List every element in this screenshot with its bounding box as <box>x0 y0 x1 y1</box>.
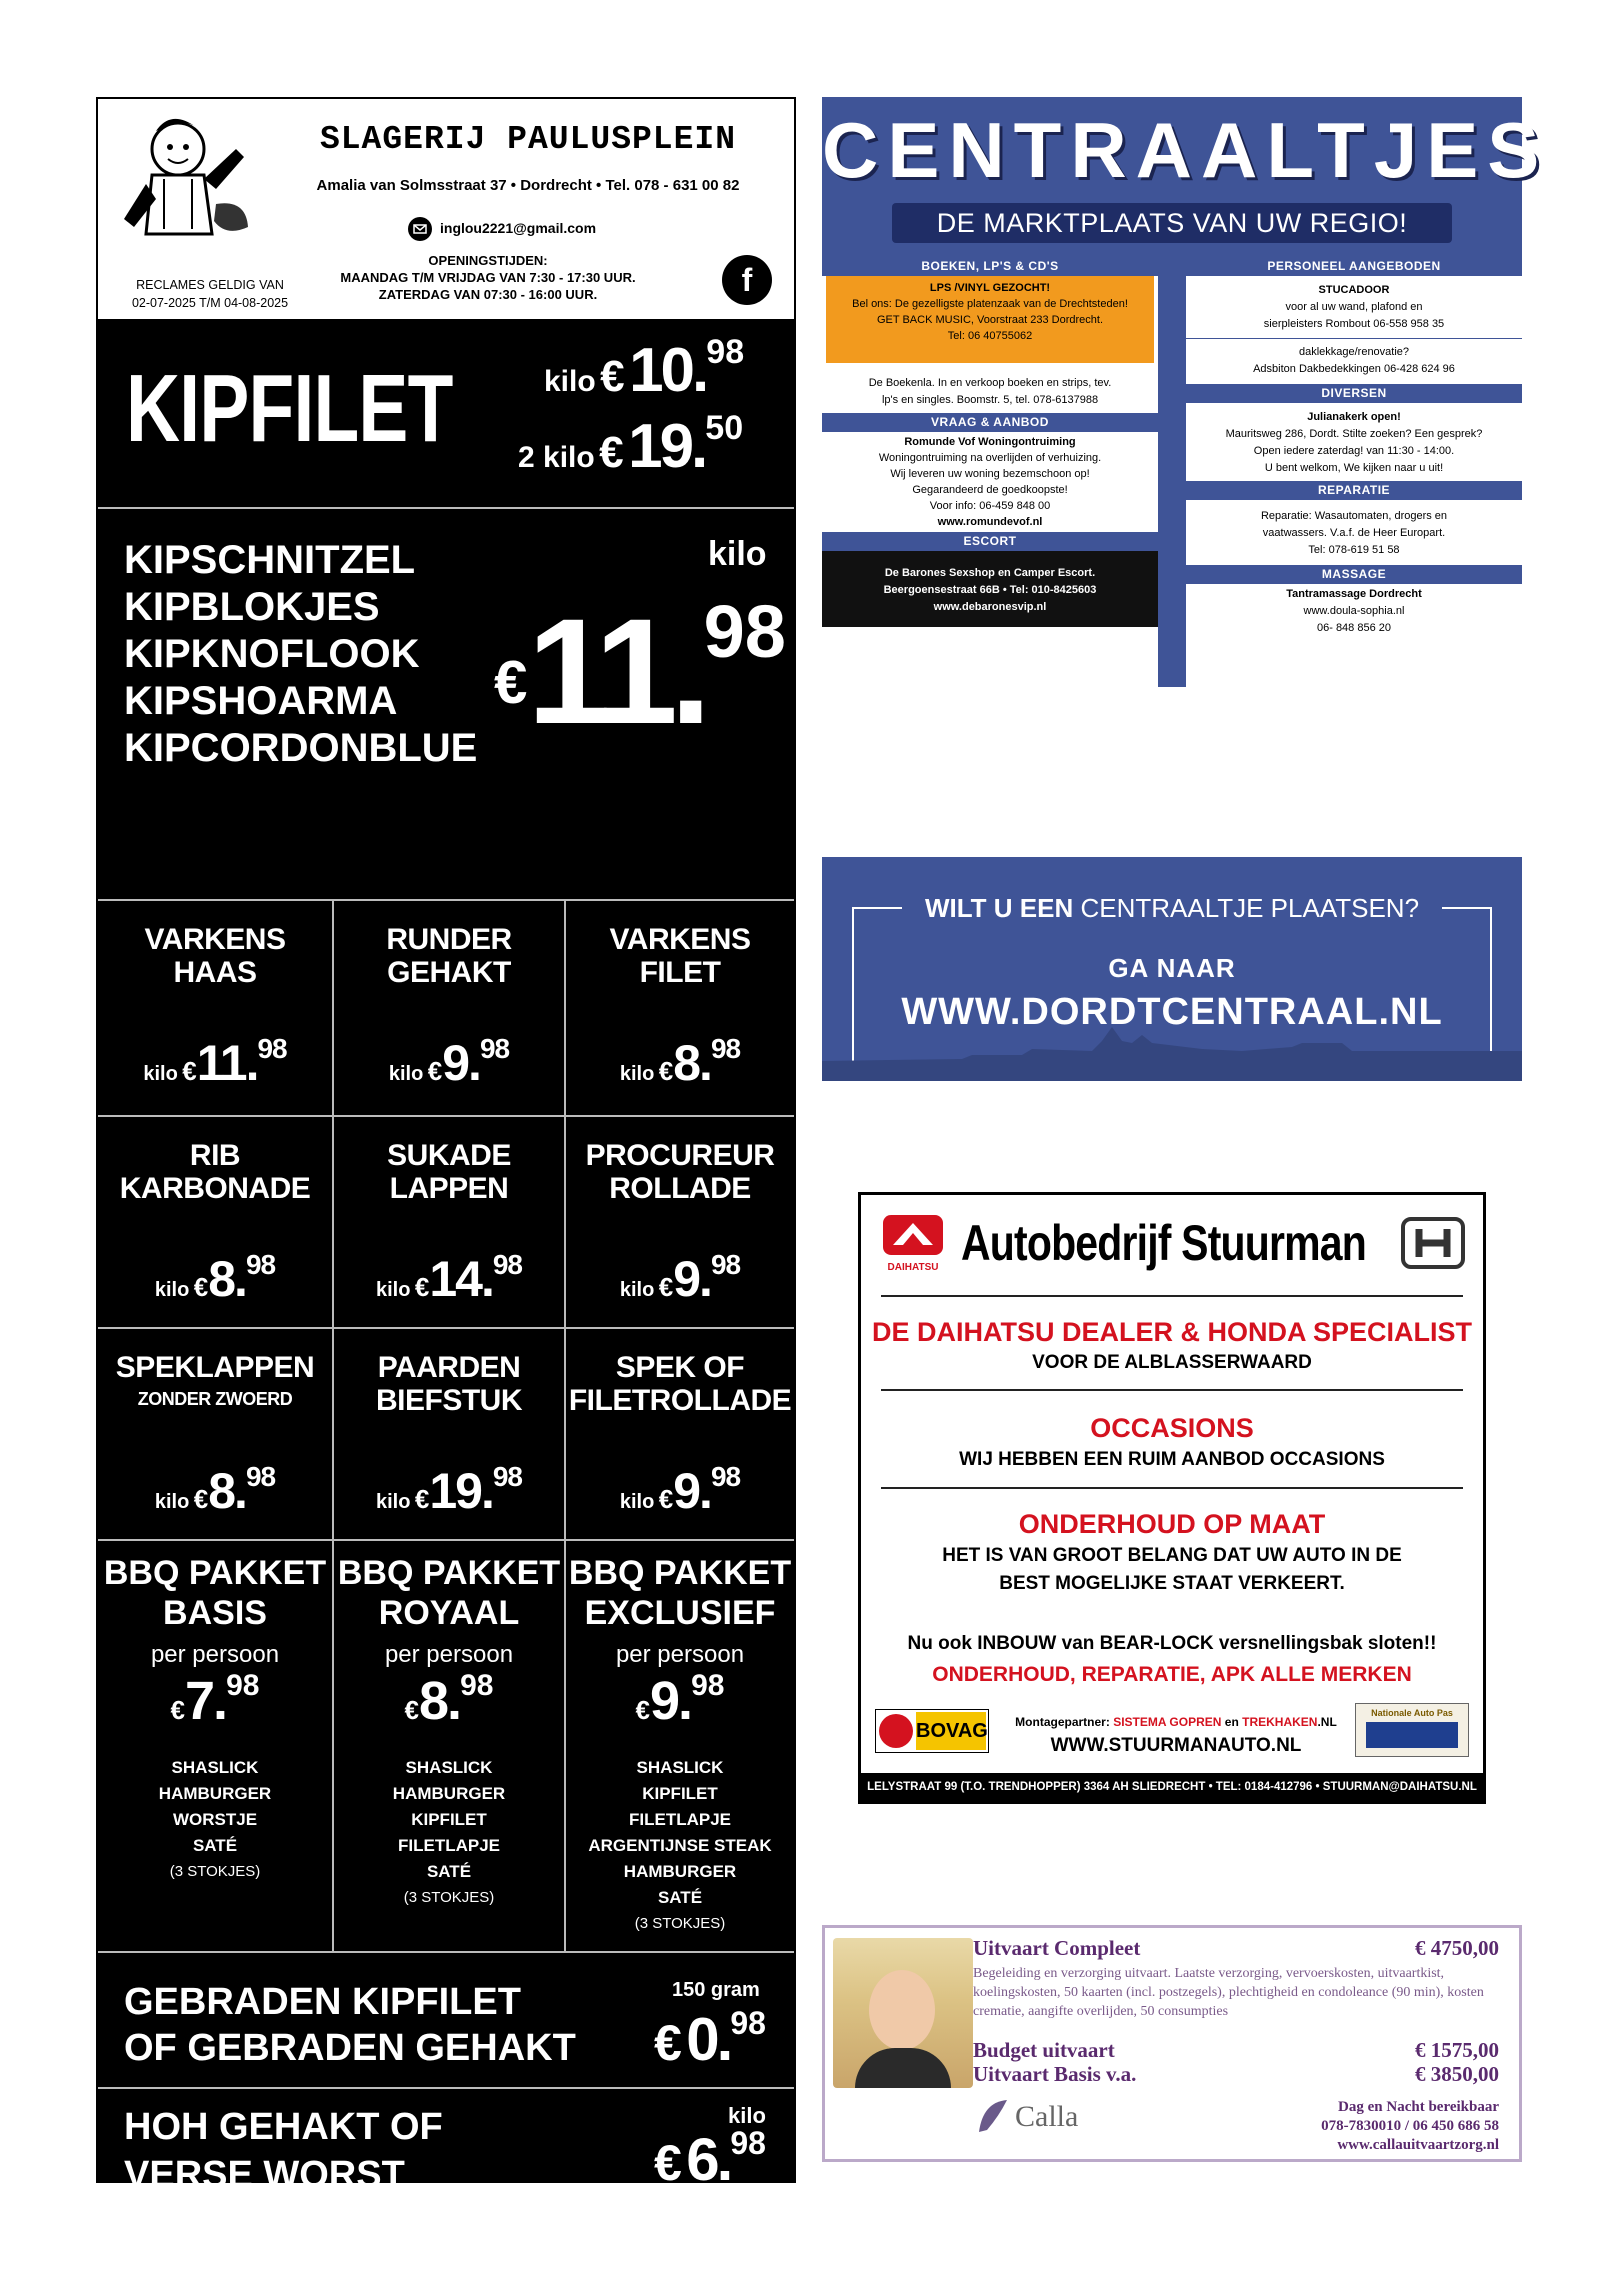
price-main: 7. <box>185 1671 227 1731</box>
portrait-photo <box>833 1938 973 2088</box>
product-price <box>566 1033 794 1092</box>
hoh-unit: kilo <box>728 2103 766 2128</box>
bbq-title-line2: ROYAAL <box>378 1594 520 1632</box>
package-basis-title: Uitvaart Basis v.a. <box>973 2062 1137 2086</box>
listing-reparatie <box>1186 500 1522 565</box>
bbq-items <box>98 1755 332 1885</box>
nap-logo <box>1355 1703 1469 1757</box>
price-cents: 50 <box>705 409 744 447</box>
product-name-line1: PROCUREUR <box>585 1139 775 1172</box>
cta-url[interactable]: WWW.DORDTCENTRAAL.NL <box>901 991 1443 1033</box>
listing-text: De Boekenla. In en verkoop boeken en strips, tev. <box>868 377 1112 389</box>
listing-text: lp's en singles. Boomstr. 5, tel. 078-6137988 <box>881 394 1099 406</box>
product-name-line2: ZONDER ZWOERD <box>137 1389 293 1409</box>
product-name: KIPCORDONBLUE <box>124 726 478 770</box>
footer-address: LELYSTRAAT 99 (T.O. TRENDHOPPER) 3364 AH SLIEDRECHT • TEL: 0184-412796 • STUURMAN@DAIHATSU.NL <box>861 1773 1483 1801</box>
montage-label: Montagepartner: <box>1015 1715 1110 1729</box>
shop-email[interactable]: inglou2221@gmail.com <box>440 220 597 236</box>
calla-logo-text: Calla <box>1015 2100 1079 2133</box>
listing-text: GET BACK MUSIC, Voorstraat 233 Dordrecht. <box>877 314 1103 326</box>
bbq-item: ARGENTIJNSE STEAK <box>588 1836 772 1855</box>
product-name-line1: SUKADE <box>387 1139 511 1172</box>
price-main: 8. <box>208 1251 246 1307</box>
listing-text: Voor info: 06-459 848 00 <box>929 500 1051 512</box>
contact-website[interactable]: www.callauitvaartzorg.nl <box>1337 2137 1499 2153</box>
product-cell <box>334 901 564 1113</box>
valid-period <box>112 276 308 312</box>
cta-question-rest: CENTRAALTJE PLAATSEN? <box>1080 893 1420 923</box>
listing-stucadoor <box>1186 276 1522 380</box>
price-cents: 98 <box>706 333 745 371</box>
price-unit: kilo <box>154 1279 190 1301</box>
hoh-price <box>654 2125 766 2194</box>
category-header: BOEKEN, LP'S & CD'S <box>822 257 1158 276</box>
onderhoud-sub-1: HET IS VAN GROOT BELANG DAT UW AUTO IN DE <box>942 1545 1402 1566</box>
cta-goto: GA NAAR <box>1108 953 1236 983</box>
listing-text: sierpleisters Rombout 06-558 958 35 <box>1263 318 1445 330</box>
package-budget-title: Budget uitvaart <box>973 2038 1115 2062</box>
listing-text: 06- 848 856 20 <box>1316 622 1391 634</box>
price-cents: 98 <box>730 2125 766 2161</box>
bovag-text: BOVAG <box>916 1712 986 1750</box>
divider <box>98 1951 794 1953</box>
divider <box>98 507 794 509</box>
hours-title: OPENINGSTIJDEN: <box>428 253 548 268</box>
hours-weekdays: MAANDAG T/M VRIJDAG VAN 7:30 - 17:30 UUR. <box>340 270 636 285</box>
product-name-line2: GEHAKT <box>387 956 511 989</box>
kipschnitzel-price <box>494 587 786 755</box>
listing-text: Tantramassage Dordrecht <box>1286 588 1422 600</box>
bbq-price <box>566 1669 794 1732</box>
listing-text: Open iedere zaterdag! van 11:30 - 14:00. <box>1253 445 1455 457</box>
price-unit: kilo <box>619 1491 655 1513</box>
listing-romunde <box>822 432 1158 532</box>
montage-suffix: .NL <box>1317 1715 1337 1729</box>
divider <box>881 1487 1463 1489</box>
bbq-per-person: per persoon <box>150 1641 280 1668</box>
price-cents: 98 <box>730 2005 766 2041</box>
euro-sign: € <box>170 1695 186 1725</box>
bbq-price <box>334 1669 564 1732</box>
price-unit: kilo <box>154 1491 190 1513</box>
company-name: Autobedrijf Stuurman <box>961 1215 1366 1271</box>
category-header: MASSAGE <box>1186 565 1522 584</box>
bearlock-text: Nu ook INBOUW van BEAR-LOCK versnellingsbak sloten!! <box>907 1633 1437 1654</box>
bbq-title-line1: BBQ PAKKET <box>568 1554 792 1592</box>
product-name-line1: SPEK OF <box>615 1351 745 1384</box>
category-header: REPARATIE <box>1186 481 1522 500</box>
euro-sign: € <box>182 1056 197 1086</box>
product-cell <box>98 1329 332 1541</box>
listing-text: www.romundevof.nl <box>937 516 1043 528</box>
price-main: 8. <box>419 1671 461 1731</box>
price-cents: 98 <box>479 1033 510 1064</box>
product-name <box>98 923 332 989</box>
product-name <box>98 1139 332 1205</box>
product-price <box>98 1033 332 1092</box>
euro-sign: € <box>654 2015 682 2071</box>
listing-escort <box>822 551 1158 627</box>
product-name-line2: HAAS <box>173 956 257 989</box>
shop-name: SLAGERIJ PAULUSPLEIN <box>319 121 737 158</box>
highlight-listing <box>826 276 1154 363</box>
price-main: 8. <box>208 1463 246 1519</box>
bbq-title <box>566 1553 794 1633</box>
listing-text: LPS /VINYL GEZOCHT! <box>929 282 1051 294</box>
calla-logo <box>973 2096 1013 2141</box>
bbq-item: KIPFILET <box>411 1810 487 1829</box>
dordrecht-skyline-icon <box>822 1021 1522 1081</box>
contact-info <box>1321 2098 1499 2155</box>
product-cell <box>566 901 794 1113</box>
price-unit: kilo <box>619 1063 655 1085</box>
occasions-sub: WIJ HEBBEN EEN RUIM AANBOD OCCASIONS <box>959 1449 1385 1470</box>
butcher-mascot-illustration <box>116 109 256 244</box>
product-name <box>334 1351 564 1417</box>
product-cell <box>98 901 332 1113</box>
price-main: 9. <box>650 1671 692 1731</box>
divider <box>881 1295 1463 1297</box>
bbq-price <box>98 1669 332 1732</box>
price-cents: 98 <box>691 1669 725 1702</box>
kipschnitzel-list <box>124 537 477 772</box>
hours-saturday: ZATERDAG VAN 07:30 - 16:00 UUR. <box>378 287 598 302</box>
dealer-heading: DE DAIHATSU DEALER & HONDA SPECIALIST <box>871 1317 1473 1347</box>
product-name-line1: PAARDEN <box>377 1351 521 1384</box>
listing-text: Tel: 078-619 51 58 <box>1308 544 1400 556</box>
bbq-item: SHASLICK <box>636 1758 724 1777</box>
cta-question-bold: WILT U EEN <box>924 893 1074 923</box>
gebraden-price <box>654 2005 766 2074</box>
price-unit: kilo <box>619 1279 655 1301</box>
bbq-package <box>98 1541 332 1951</box>
listing-text: Gegarandeerd de goedkoopste! <box>912 484 1068 496</box>
bbq-title-line1: BBQ PAKKET <box>103 1554 327 1592</box>
listing-text: Julianakerk open! <box>1307 411 1401 423</box>
price-unit: kilo <box>143 1063 178 1085</box>
price-unit: 2 kilo <box>518 441 595 474</box>
category-header: VRAAG & AANBOD <box>822 413 1158 432</box>
listing-text: vaatwassers. V.a.f. de Heer Europart. <box>1262 527 1446 539</box>
price-main: 10. <box>629 336 707 405</box>
package-basis-price: € 3850,00 <box>1415 2062 1499 2086</box>
centraaltjes-title: CENTRAALTJES <box>822 106 1549 194</box>
euro-sign: € <box>658 1056 674 1086</box>
divider <box>98 2087 794 2089</box>
price-cents: 98 <box>460 1669 494 1702</box>
montage-partner-2: TREKHAKEN <box>1242 1715 1318 1729</box>
category-header: PERSONEEL AANGEBODEN <box>1186 257 1522 276</box>
bbq-per-person: per persoon <box>384 1641 514 1668</box>
price-main: 8. <box>673 1035 711 1091</box>
price-cents: 98 <box>703 590 786 673</box>
product-name <box>566 923 794 989</box>
bbq-items <box>334 1755 564 1911</box>
product-name: OF GEBRADEN GEHAKT <box>124 2027 576 2069</box>
price-unit: kilo <box>375 1491 411 1513</box>
price-main: 11. <box>527 587 704 755</box>
bbq-item: SATÉ <box>426 1862 472 1881</box>
product-cell <box>98 1117 332 1329</box>
product-name: VERSE WORST <box>124 2154 405 2196</box>
price-main: 6. <box>686 2126 731 2193</box>
bbq-title-line1: BBQ PAKKET <box>337 1554 561 1592</box>
price-cents: 98 <box>710 1033 741 1064</box>
website[interactable]: WWW.STUURMANAUTO.NL <box>1050 1735 1302 1756</box>
product-name-line1: VARKENS <box>144 923 286 956</box>
product-name: KIPKNOFLOOK <box>124 632 420 676</box>
product-name-line1: VARKENS <box>609 923 751 956</box>
product-name-line2: FILETROLLADE <box>568 1384 792 1417</box>
calla-ad <box>822 1925 1522 2162</box>
bbq-item: HAMBURGER <box>392 1784 506 1803</box>
euro-sign: € <box>635 1695 651 1725</box>
package-compleet-title: Uitvaart Compleet <box>973 1936 1141 1960</box>
euro-sign: € <box>414 1484 430 1514</box>
daihatsu-logo <box>881 1213 945 1273</box>
price-unit: kilo <box>388 1063 424 1085</box>
listing-text: Bel ons: De gezelligste platenzaak van de Drechtsteden! <box>852 298 1128 310</box>
montage-partner <box>1011 1715 1341 1729</box>
facebook-icon[interactable]: f <box>722 255 772 305</box>
euro-sign: € <box>658 1272 674 1302</box>
product-name: KIPSCHNITZEL <box>124 538 416 582</box>
listing-text: www.debaronesvip.nl <box>933 601 1047 613</box>
onderhoud-heading: ONDERHOUD OP MAAT <box>1018 1509 1326 1539</box>
classifieds-right-column <box>1186 257 1522 857</box>
package-budget-price: € 1575,00 <box>1415 2038 1499 2062</box>
contact-phone: 078-7830010 / 06 450 686 58 <box>1321 2118 1499 2134</box>
listing-text: Reparatie: Wasautomaten, drogers en <box>1260 510 1448 522</box>
bbq-note: (3 STOKJES) <box>634 1915 726 1932</box>
gebraden-title <box>124 1979 576 2071</box>
listing-text: STUCADOOR <box>1318 284 1390 296</box>
product-name-line1: SPEKLAPPEN <box>115 1351 315 1384</box>
listing-text: Adsbiton Dakbedekkingen 06-428 624 96 <box>1253 363 1455 375</box>
bbq-item: SATÉ <box>192 1836 238 1855</box>
product-name-line1: RIB <box>189 1139 241 1172</box>
price-cents: 98 <box>492 1461 523 1492</box>
bbq-title <box>334 1553 564 1633</box>
bbq-item: KIPFILET <box>642 1784 718 1803</box>
product-price <box>334 1249 564 1308</box>
product-name-line2: ROLLADE <box>609 1172 751 1205</box>
montage-partner-1: SISTEMA GOPREN <box>1113 1715 1222 1729</box>
price-main: 9. <box>673 1251 711 1307</box>
product-name-line2: BIEFSTUK <box>376 1384 522 1417</box>
occasions-heading: OCCASIONS <box>1090 1413 1254 1443</box>
bbq-item: HAMBURGER <box>623 1862 737 1881</box>
bbq-item: WORSTJE <box>172 1810 258 1829</box>
euro-sign: € <box>404 1695 420 1725</box>
euro-sign: € <box>414 1272 430 1302</box>
bovag-logo <box>875 1709 989 1753</box>
bbq-per-person: per persoon <box>615 1641 745 1668</box>
product-name: KIPSHOARMA <box>124 679 398 723</box>
autobedrijf-ad <box>858 1192 1486 1804</box>
listing-text: De Barones Sexshop en Camper Escort. <box>884 567 1096 579</box>
price-cents: 98 <box>710 1461 741 1492</box>
euro-sign: € <box>599 428 624 477</box>
listing-text: Romunde Vof Woningontruiming <box>904 436 1076 448</box>
price-main: 9. <box>673 1463 711 1519</box>
price-main: 19. <box>628 412 706 481</box>
gebraden-unit: 150 gram <box>672 1979 760 2001</box>
valid-label: RECLAMES GELDIG VAN <box>136 278 284 292</box>
product-name: KIPBLOKJES <box>124 585 380 629</box>
euro-sign: € <box>600 352 625 401</box>
euro-sign: € <box>193 1484 209 1514</box>
listing-text: Wij leveren uw woning bezemschoon op! <box>890 468 1090 480</box>
euro-sign: € <box>427 1056 443 1086</box>
price-main: 14. <box>429 1251 493 1307</box>
product-name: GEBRADEN KIPFILET <box>124 1981 521 2023</box>
montage-and: en <box>1224 1715 1239 1729</box>
package-description: Begeleiding en verzorging uitvaart. Laatste verzorging, vervoerskosten, uitvaartkist, koelingskosten, 50 kaarten (incl. postzegels), plechtigheid en condoleance (90 min), kosten crematie, aangifte overlijden, 50 consumpties <box>973 1966 1484 2019</box>
hoh-title <box>124 2103 443 2199</box>
centraaltjes-subtitle: DE MARKTPLAATS VAN UW REGIO! <box>892 203 1452 243</box>
centraaltjes-ad <box>822 97 1549 1081</box>
product-cell <box>334 1117 564 1329</box>
bbq-title <box>98 1553 332 1633</box>
price-cents: 98 <box>257 1033 287 1064</box>
listing-text: Tel: 06 40755062 <box>947 330 1033 342</box>
price-cents: 98 <box>245 1461 276 1492</box>
product-cell <box>566 1117 794 1329</box>
bbq-item: HAMBURGER <box>158 1784 272 1803</box>
onderhoud-sub-2: BEST MOGELIJKE STAAT VERKEERT. <box>999 1573 1345 1594</box>
product-name-line2: KARBONADE <box>119 1172 311 1205</box>
product-name: HOH GEHAKT OF <box>124 2106 443 2148</box>
price-cents: 98 <box>492 1249 523 1280</box>
contact-availability: Dag en Nacht bereikbaar <box>1338 2099 1499 2115</box>
product-name-line2: LAPPEN <box>389 1172 509 1205</box>
price-main: 11. <box>196 1035 258 1091</box>
shop-address: Amalia van Solmsstraat 37 • Dordrecht • Tel. 078 - 631 00 82 <box>316 177 740 194</box>
product-name-line2: FILET <box>639 956 721 989</box>
listing-julianakerk <box>1186 403 1522 481</box>
euro-sign: € <box>658 1484 674 1514</box>
listing-text: Beergoensestraat 66B • Tel: 010-8425603 <box>883 584 1097 596</box>
euro-sign: € <box>654 2135 682 2191</box>
kipfilet-title: KIPFILET <box>126 355 453 462</box>
kipfilet-price-2kilo <box>518 409 743 482</box>
price-unit: kilo <box>375 1279 411 1301</box>
bbq-items <box>566 1755 794 1937</box>
product-cell <box>566 1329 794 1541</box>
bbq-item: SHASLICK <box>405 1758 493 1777</box>
listing-massage <box>1186 584 1522 639</box>
price-cents: 98 <box>710 1249 741 1280</box>
listing-text: voor al uw wand, plafond en <box>1285 301 1423 313</box>
product-name <box>566 1139 794 1205</box>
price-main: 9. <box>442 1035 480 1091</box>
price-main: 19. <box>429 1463 493 1519</box>
bbq-title-line2: BASIS <box>163 1594 267 1632</box>
category-header: ESCORT <box>822 532 1158 551</box>
product-name-line1: RUNDER <box>386 923 512 956</box>
product-name <box>334 1139 564 1205</box>
honda-logo <box>1401 1217 1465 1269</box>
listing-text: www.doula-sophia.nl <box>1303 605 1405 617</box>
email-icon <box>408 217 432 241</box>
price-unit: kilo <box>544 365 596 398</box>
product-price <box>98 1461 332 1520</box>
price-main: 0. <box>686 2006 731 2073</box>
product-price <box>334 1461 564 1520</box>
bbq-package <box>566 1541 794 1951</box>
package-compleet-price: € 4750,00 <box>1415 1936 1499 1960</box>
listing-text: U bent welkom, We kijken naar u uit! <box>1264 462 1444 474</box>
price-cents: 98 <box>245 1249 276 1280</box>
euro-sign: € <box>494 649 528 716</box>
product-price <box>566 1461 794 1520</box>
cta-question <box>902 893 1442 923</box>
product-name <box>98 1351 332 1414</box>
bbq-item: SHASLICK <box>171 1758 259 1777</box>
classifieds-left-column <box>822 257 1158 687</box>
kipfilet-price-kilo <box>544 333 744 406</box>
bbq-item: FILETLAPJE <box>397 1836 500 1855</box>
product-price <box>334 1033 564 1092</box>
valid-dates: 02-07-2025 T/M 04-08-2025 <box>131 296 289 310</box>
product-name <box>566 1351 794 1417</box>
product-name <box>334 923 564 989</box>
nap-text: Nationale Auto Pas <box>1371 1708 1453 1718</box>
product-price <box>566 1249 794 1308</box>
cta-section <box>822 857 1522 1081</box>
white-filler <box>822 687 1186 857</box>
daihatsu-logo-text: DAIHATSU <box>887 1262 939 1273</box>
product-cell <box>334 1329 564 1541</box>
category-header: DIVERSEN <box>1186 384 1522 403</box>
bbq-title-line2: EXCLUSIEF <box>584 1594 776 1632</box>
bbq-note: (3 STOKJES) <box>403 1889 495 1906</box>
bbq-package <box>334 1541 564 1951</box>
opening-hours <box>338 252 638 303</box>
slagerij-offers <box>98 319 794 2196</box>
bbq-item: FILETLAPJE <box>628 1810 731 1829</box>
listing-boekenla <box>822 363 1158 413</box>
listing-text: daklekkage/renovatie? <box>1298 346 1410 358</box>
listing-text: Mauritsweg 286, Dordt. Stilte zoeken? Een gesprek? <box>1225 428 1483 440</box>
dealer-sub: VOOR DE ALBLASSERWAARD <box>1032 1352 1312 1373</box>
listing-text: Woningontruiming na overlijden of verhuizing. <box>878 452 1102 464</box>
divider <box>881 1389 1463 1391</box>
euro-sign: € <box>193 1272 209 1302</box>
slagerij-ad <box>96 97 796 2196</box>
services-text: ONDERHOUD, REPARATIE, APK ALLE MERKEN <box>932 1663 1412 1686</box>
bbq-note: (3 STOKJES) <box>169 1863 261 1880</box>
product-price <box>98 1249 332 1308</box>
bbq-item: SATÉ <box>657 1888 703 1907</box>
kipschnitzel-unit: kilo <box>708 535 767 573</box>
slagerij-header <box>98 99 794 319</box>
price-cents: 98 <box>226 1669 260 1702</box>
